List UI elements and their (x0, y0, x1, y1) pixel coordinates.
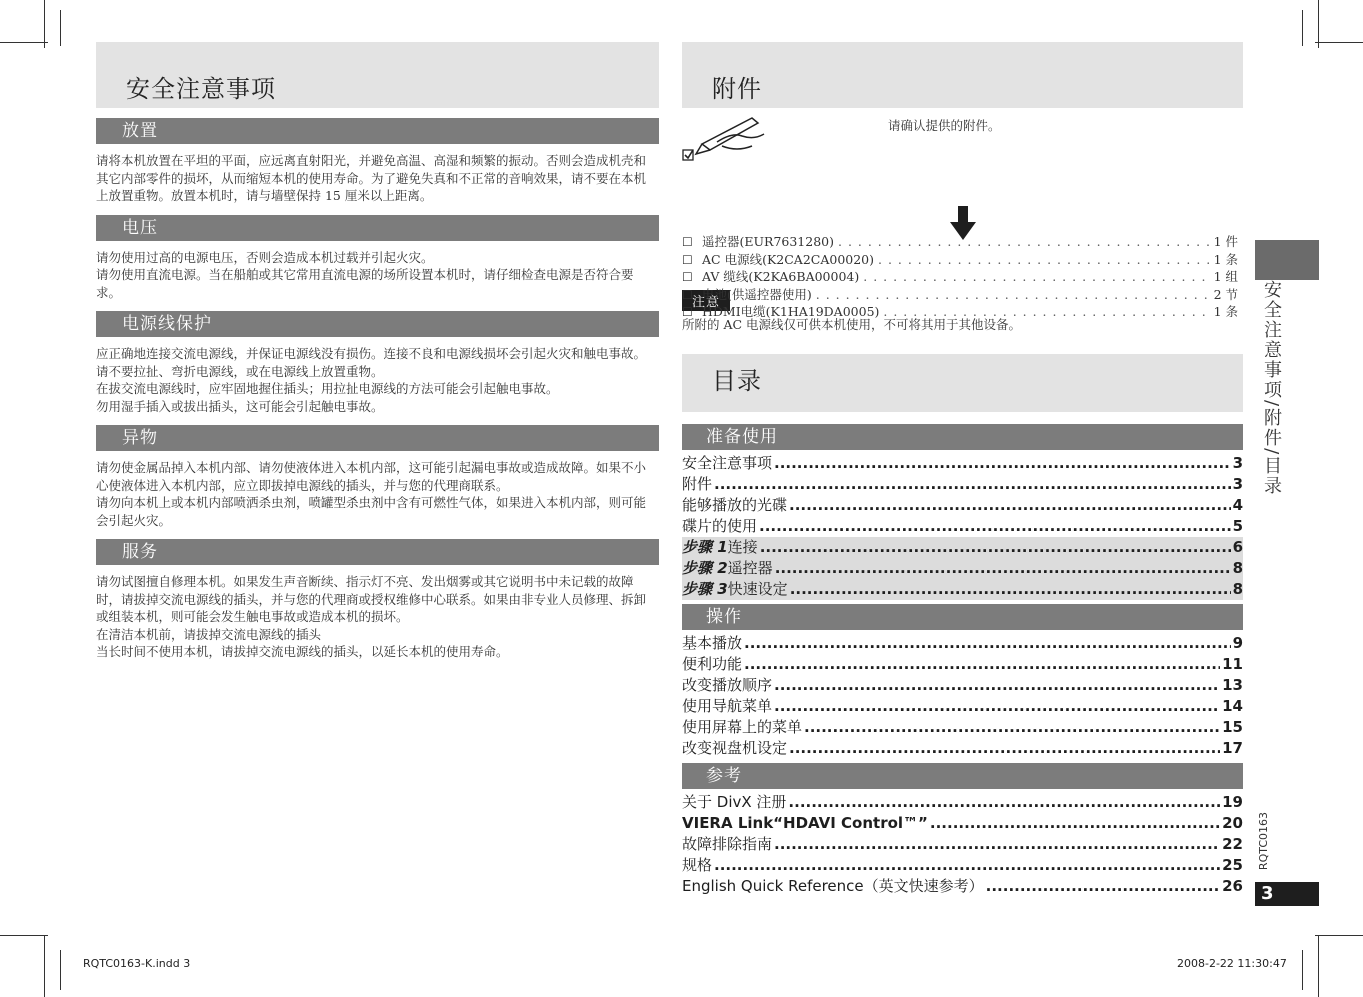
toc-page: 9 (1232, 634, 1243, 652)
page-title: 安全注意事项 (126, 75, 276, 103)
paragraph: 请勿使用过高的电源电压，否则会造成本机过载并引起火灾。 (96, 249, 434, 265)
toc-entry-step[interactable] (682, 537, 1243, 558)
caution-label: 注意 (682, 290, 730, 311)
toc-label: 改变播放顺序 (682, 676, 773, 694)
toc-label: 快速设定 (727, 580, 788, 598)
toc-title-band (682, 354, 1243, 412)
toc-entry[interactable] (682, 792, 1243, 813)
leader-dots (760, 537, 1231, 558)
toc-label: 便利功能 (682, 655, 743, 673)
toc-label: 遥控器 (727, 559, 773, 577)
toc-entry[interactable] (682, 474, 1243, 495)
crop-mark (1302, 950, 1303, 990)
accessories-list (682, 232, 1238, 320)
section-body-service (96, 565, 659, 671)
crop-mark (44, 935, 45, 997)
toc-label: 基本播放 (682, 634, 743, 652)
toc-page: 8 (1232, 559, 1243, 577)
checkbox-icon: ☐ (682, 252, 693, 267)
toc-title: 目录 (712, 367, 762, 395)
accessory-name: 电池(供遥控器使用) (702, 286, 812, 302)
section-heading-service: 服务 (96, 539, 659, 565)
list-item (682, 285, 1238, 303)
toc-label: 使用屏幕上的菜单 (682, 718, 803, 736)
leader-dots (838, 234, 1210, 249)
toc-entry[interactable] (682, 855, 1243, 876)
accessory-qty: 1 条 (1213, 251, 1238, 267)
toc-entry[interactable] (682, 516, 1243, 537)
footer-file: RQTC0163-K.indd 3 (83, 957, 191, 970)
toc-entry[interactable] (682, 738, 1243, 759)
toc-entry[interactable] (682, 813, 1243, 834)
list-item (682, 267, 1238, 285)
crop-mark (44, 0, 45, 48)
toc-entry[interactable] (682, 675, 1243, 696)
side-tab-marker (1255, 240, 1319, 280)
toc-page: 3 (1232, 475, 1243, 493)
paragraph: 请勿向本机上或本机内部喷洒杀虫剂，喷罐型杀虫剂中含有可燃性气体，如果进入本机内部，则可能会引起火灾。 (96, 495, 647, 528)
toc-page: 25 (1222, 856, 1243, 874)
leader-dots (744, 633, 1231, 654)
checkbox-icon: ☐ (682, 270, 693, 284)
toc-page: 13 (1222, 676, 1243, 694)
crop-mark (1315, 42, 1363, 43)
toc-page: 17 (1222, 739, 1243, 757)
leader-dots (804, 717, 1220, 738)
leader-dots (790, 579, 1231, 600)
toc-page: 15 (1222, 718, 1243, 736)
toc-label-wrap (682, 558, 773, 579)
toc-entry[interactable] (682, 876, 1243, 897)
toc-page: 19 (1222, 793, 1243, 811)
toc-label: 规格 (682, 856, 713, 874)
leader-dots (789, 495, 1231, 516)
right-column (682, 42, 1243, 901)
paragraph: 请勿使用直流电源。当在船舶或其它常用直流电源的场所设置本机时，请仔细检查电源是否符合要求。 (96, 267, 634, 300)
toc-label: 使用导航菜单 (682, 697, 773, 715)
toc-page: 6 (1232, 538, 1243, 556)
section-body-voltage (96, 241, 659, 312)
toc-label: English Quick Reference（英文快速参考） (682, 877, 984, 895)
toc-entry[interactable] (682, 717, 1243, 738)
toc-page: 20 (1222, 814, 1243, 832)
leader-dots (986, 876, 1220, 897)
toc-list (682, 630, 1243, 763)
leader-dots (759, 516, 1231, 537)
accessory-name: HDMI电缆(K1HA19DA0005) (702, 304, 880, 319)
paragraph: 请勿使金属品掉入本机内部、请勿使液体进入本机内部，这可能引起漏电事故或造成故障。如果不小心使液体进入本机内部，应立即拔掉电源线的插头，并与您的代理商联系。 (96, 460, 647, 493)
paragraph: 应正确地连接交流电源线，并保证电源线没有损伤。连接不良和电源线损坏会引起火灾和触电事故。请不要拉扯、弯折电源线，或在电源线上放置重物。 (96, 346, 647, 379)
toc-label: 故障排除指南 (682, 835, 773, 853)
crop-mark (1318, 935, 1319, 997)
toc-page: 22 (1222, 835, 1243, 853)
list-item (682, 232, 1238, 250)
toc-label: 碟片的使用 (682, 517, 758, 535)
toc-page: 5 (1232, 517, 1243, 535)
list-item (682, 250, 1238, 268)
paragraph: 勿用湿手插入或拔出插头，这可能会引起触电事故。 (96, 398, 384, 414)
leader-dots (883, 304, 1209, 319)
accessory-qty: 1 件 (1213, 234, 1238, 249)
toc-page: 8 (1232, 580, 1243, 598)
paragraph: 请将本机放置在平坦的平面，应远离直射阳光，并避免高温、高湿和频繁的振动。否则会造成机壳和其它内部零件的损坏，从而缩短本机的使用寿命。为了避免失真和不正常的音响效果，请不要在本机上放置重物。放置本机时，请与墙壁保持 15 厘米以上距离。 (96, 153, 647, 203)
step-label: 步骤 3 (682, 580, 728, 598)
toc-entry[interactable] (682, 696, 1243, 717)
paragraph: 在清洁本机前，请拔掉交流电源线的插头 (96, 626, 322, 642)
list-item (682, 302, 1238, 320)
footer-timestamp: 2008-2-22 11:30:47 (1177, 957, 1287, 970)
leader-dots (863, 269, 1209, 284)
section-heading-voltage: 电压 (96, 215, 659, 241)
toc-label: 安全注意事项 (682, 454, 773, 472)
toc-page: 4 (1232, 496, 1243, 514)
page-number: 3 (1255, 882, 1319, 906)
section-heading-foreign-matter: 异物 (96, 425, 659, 451)
paragraph: 在拔交流电源线时，应牢固地握住插头；用拉扯电源线的方法可能会引起触电事故。 (96, 381, 559, 396)
safety-column (96, 42, 659, 671)
accessory-name: AV 缆线(K2KA6BA00004) (702, 269, 860, 284)
leader-dots (774, 675, 1220, 696)
accessories-title-band (682, 42, 1243, 108)
leader-dots (930, 813, 1220, 834)
pen-check-icon (682, 112, 772, 162)
toc-label-wrap (682, 579, 788, 600)
toc-entry[interactable] (682, 633, 1243, 654)
toc-page: 11 (1222, 655, 1243, 673)
leader-dots (774, 453, 1231, 474)
leader-dots (714, 855, 1220, 876)
toc-section-heading: 参考 (682, 763, 1243, 789)
toc-label: 连接 (727, 538, 758, 556)
accessory-name: AC 电源线(K2CA2CA00020) (702, 251, 875, 267)
crop-mark (60, 10, 61, 46)
toc-label-wrap (682, 537, 758, 558)
toc-label: VIERA Link“HDAVI Control™” (682, 814, 928, 832)
crop-mark (1318, 0, 1319, 48)
crop-mark (1315, 935, 1363, 936)
toc-section-heading: 操作 (682, 604, 1243, 630)
leader-dots (774, 834, 1220, 855)
section-heading-cord-protection: 电源线保护 (96, 311, 659, 337)
toc-entry-step[interactable] (682, 579, 1243, 600)
safety-title-band (96, 42, 659, 108)
accessory-qty: 1 组 (1213, 269, 1238, 284)
leader-dots (878, 252, 1210, 267)
doc-code: RQTC0163 (1257, 812, 1270, 871)
toc-list (682, 789, 1243, 901)
accessory-qty: 2 节 (1213, 286, 1238, 302)
section-body-placement (96, 144, 659, 215)
toc-list (682, 450, 1243, 604)
toc-entry-step[interactable] (682, 558, 1243, 579)
checkbox-icon: ☐ (682, 235, 693, 249)
step-label: 步骤 1 (682, 538, 728, 556)
leader-dots (789, 738, 1220, 759)
accessories-title: 附件 (712, 75, 762, 103)
paragraph: 当长时间不使用本机，请拔掉交流电源线的插头，以延长本机的使用寿命。 (96, 644, 509, 659)
section-heading-placement: 放置 (96, 118, 659, 144)
crop-mark (60, 950, 61, 990)
checkbox-icon: ☐ (682, 287, 693, 302)
toc-label: 附件 (682, 475, 713, 493)
toc-section-heading: 准备使用 (682, 424, 1243, 450)
leader-dots (775, 558, 1231, 579)
section-body-cord-protection (96, 337, 659, 425)
toc-page: 14 (1222, 697, 1243, 715)
checkbox-icon: ☐ (682, 305, 693, 319)
toc-entry[interactable] (682, 654, 1243, 675)
accessory-qty: 1 条 (1213, 304, 1238, 319)
crop-mark (0, 935, 48, 936)
toc-label: 关于 DivX 注册 (682, 793, 787, 811)
toc-page: 26 (1222, 877, 1243, 895)
leader-dots (816, 287, 1210, 302)
leader-dots (714, 474, 1231, 495)
crop-mark (1302, 10, 1303, 46)
paragraph: 请勿试图擅自修理本机。如果发生声音断续、指示灯不亮、发出烟雾或其它说明书中未记载的故障时，请拔掉交流电源线的插头，并与您的代理商或授权维修中心联系。如果由非专业人员修理、拆卸或组装本机，则可能会发生触电事故或造成本机的损坏。 (96, 574, 647, 624)
toc-entry[interactable] (682, 453, 1243, 474)
toc-label: 能够播放的光碟 (682, 496, 788, 514)
accessories-note: 请确认提供的附件。 (888, 118, 1001, 133)
section-body-foreign-matter (96, 451, 659, 539)
toc-label: 改变视盘机设定 (682, 739, 788, 757)
leader-dots (774, 696, 1220, 717)
leader-dots (788, 792, 1220, 813)
step-label: 步骤 2 (682, 559, 728, 577)
side-vertical-label: 安全注意事项/附件/目录 (1261, 280, 1282, 497)
toc-entry[interactable] (682, 834, 1243, 855)
leader-dots (744, 654, 1220, 675)
toc-entry[interactable] (682, 495, 1243, 516)
toc-page: 3 (1232, 454, 1243, 472)
crop-mark (0, 42, 48, 43)
caution-text: 所附的 AC 电源线仅可供本机使用，不可将其用于其他设备。 (682, 317, 1022, 332)
accessory-name: 遥控器(EUR7631280) (702, 234, 834, 249)
